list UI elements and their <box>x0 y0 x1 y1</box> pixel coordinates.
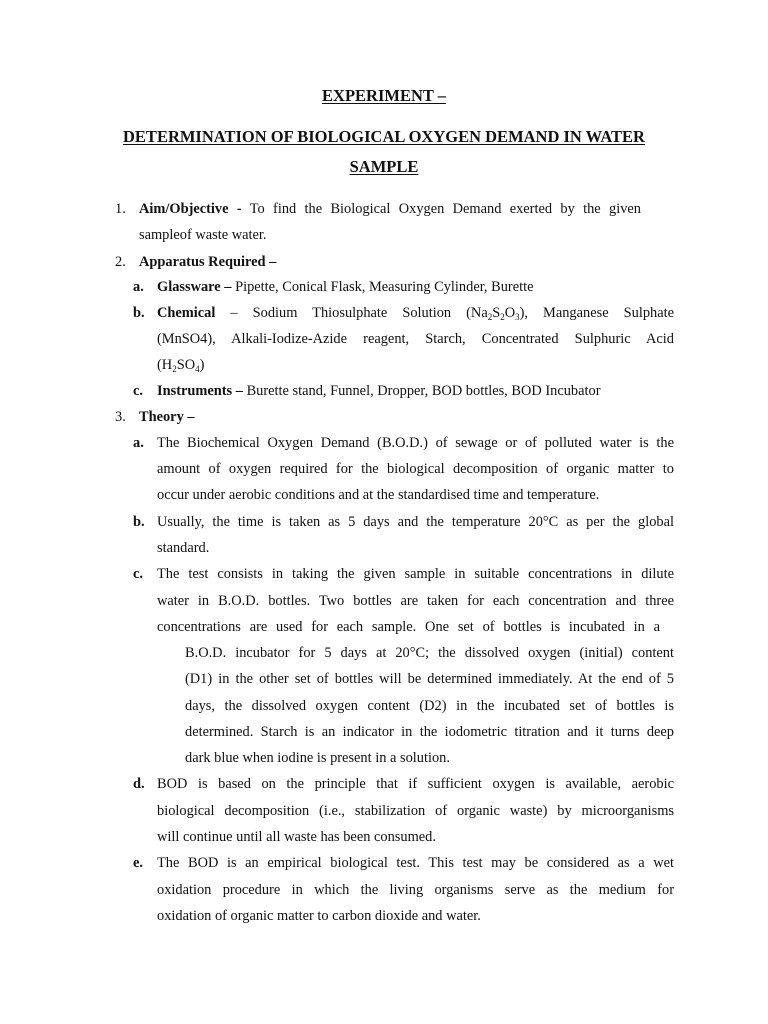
section-1-line-1-body <box>139 200 641 218</box>
item-3c-line-1 <box>157 565 674 583</box>
item-2b-text-1: – Sodium Thiosulphate Solution (Na <box>230 305 488 321</box>
section-1-text-1: To find the Biological Oxygen Demand exerted by the given <box>249 201 641 217</box>
item-3c-text-1: The test consists in taking the given sample in suitable concentrations in dilute <box>157 566 674 582</box>
item-2c-number: c. <box>133 383 143 399</box>
item-2b-text-2: (MnSO4), Alkali-Iodize-Azide reagent, Starch, Concentrated Sulphuric Acid <box>157 331 674 347</box>
item-2b-line-1-body <box>157 304 674 322</box>
item-3c-line-7 <box>185 723 674 741</box>
item-2b-text-3c: ) <box>199 357 205 373</box>
item-3d-number: d. <box>133 776 145 792</box>
subscript: 2 <box>172 364 177 374</box>
item-3d-line-1 <box>157 775 674 793</box>
item-2b-text-3a: (H <box>157 357 173 373</box>
item-2b-line-1 <box>157 304 674 322</box>
item-3c-line-3 <box>157 618 660 636</box>
item-3c-line-4 <box>185 644 674 662</box>
item-3d-text-1: BOD is based on the principle that if sufficient oxygen is available, aerobic <box>157 776 674 792</box>
item-3b-number: b. <box>133 514 145 530</box>
item-2a-text: Pipette, Conical Flask, Measuring Cylinder, Burette <box>235 279 534 295</box>
item-3c-text-5: (D1) in the other set of bottles will be determined immediately. At the end of 5 <box>185 671 674 687</box>
item-3c-number: c. <box>133 566 143 582</box>
item-2a-label: Glassware – <box>157 279 232 295</box>
item-2c-text: Burette stand, Funnel, Dropper, BOD bottles, BOD Incubator <box>246 383 601 399</box>
item-3c-line-2 <box>157 592 674 610</box>
item-2b-text-end: ), Manganese Sulphate <box>519 305 674 321</box>
item-2a-line <box>157 278 533 296</box>
item-2b-line-3 <box>157 356 204 374</box>
experiment-title-line-2: SAMPLE <box>349 157 419 176</box>
item-2b-line-2 <box>157 330 674 348</box>
item-3a-text-3: occur under aerobic conditions and at the standardised time and temperature. <box>157 487 600 503</box>
item-3c-text-8: dark blue when iodine is present in a solution. <box>185 750 450 766</box>
item-2c-marker <box>133 382 143 400</box>
item-2b-marker <box>133 304 145 322</box>
item-3e-line-1 <box>157 854 674 872</box>
item-3b-line-1 <box>157 513 674 531</box>
item-2c-line <box>157 382 601 400</box>
item-3e-number: e. <box>133 855 143 871</box>
subscript: 4 <box>195 364 200 374</box>
item-3c-text-7: determined. Starch is an indicator in the iodometric titration and it turns deep <box>185 724 674 740</box>
item-3c-text-6: days, the dissolved oxygen content (D2) in the incubated set of bottles is <box>185 698 674 714</box>
experiment-heading: EXPERIMENT – <box>322 86 446 105</box>
subscript: 2 <box>500 312 505 322</box>
item-3a-line-1 <box>157 434 674 452</box>
item-3c-text-3: concentrations are used for each sample. One set of bottles is incubated in a <box>157 619 660 635</box>
item-3c-line-5 <box>185 670 674 688</box>
item-3a-text-2: amount of oxygen required for the biological decomposition of organic matter to <box>157 461 674 477</box>
item-2a-marker <box>133 278 144 296</box>
item-3c-line-6 <box>185 697 674 715</box>
section-1-number: 1. <box>115 201 126 217</box>
item-2b-number: b. <box>133 305 145 321</box>
section-3-heading <box>139 408 195 426</box>
section-2-heading <box>139 253 276 271</box>
item-3b-text-1: Usually, the time is taken as 5 days and the temperature 20°C as per the global <box>157 514 674 530</box>
section-1-heading: Aim/Objective - <box>139 201 242 217</box>
item-3a-line-2 <box>157 460 674 478</box>
item-3d-marker <box>133 775 145 793</box>
item-3a-marker <box>133 434 144 452</box>
item-3d-text-3: will continue until all waste has been consumed. <box>157 829 436 845</box>
subscript: 2 <box>487 312 493 322</box>
item-3e-line-2 <box>157 881 674 899</box>
section-3-heading-text: Theory – <box>139 409 195 425</box>
item-3c-text-2: water in B.O.D. bottles. Two bottles are taken for each concentration and three <box>157 593 674 609</box>
item-3d-line-2 <box>157 802 674 820</box>
item-3d-text-2: biological decomposition (i.e., stabilization of organic waste) by microorganisms <box>157 803 674 819</box>
item-3b-marker <box>133 513 145 531</box>
section-1-text-2: sampleof waste water. <box>139 227 267 243</box>
section-1-line-1 <box>139 200 641 218</box>
item-3e-text-2: oxidation procedure in which the living organisms serve as the medium for <box>157 882 674 898</box>
section-3-number: 3. <box>115 409 126 425</box>
item-2b-text-3b: SO <box>176 357 196 373</box>
item-2b-label: Chemical <box>157 305 216 321</box>
item-3b-text-2: standard. <box>157 540 210 556</box>
item-3a-text-1: The Biochemical Oxygen Demand (B.O.D.) of sewage or of polluted water is the <box>157 435 674 451</box>
item-2b-text-o: O <box>504 305 516 321</box>
item-3e-marker <box>133 854 143 872</box>
item-3a-number: a. <box>133 435 144 451</box>
item-3c-marker <box>133 565 143 583</box>
section-2-number: 2. <box>115 254 126 270</box>
experiment-title-line-1: DETERMINATION OF BIOLOGICAL OXYGEN DEMAND IN WATER <box>123 127 645 146</box>
subscript: 3 <box>515 312 520 322</box>
item-3e-text-1: The BOD is an empirical biological test. This test may be considered as a wet <box>157 855 674 871</box>
item-2c-label: Instruments – <box>157 383 243 399</box>
section-2-heading-text: Apparatus Required – <box>139 254 277 270</box>
item-2b-text-s: S <box>492 305 501 321</box>
item-3e-text-3: oxidation of organic matter to carbon dioxide and water. <box>157 908 481 924</box>
item-3c-text-4: B.O.D. incubator for 5 days at 20°C; the dissolved oxygen (initial) content <box>185 645 674 661</box>
item-2a-number: a. <box>133 279 144 295</box>
